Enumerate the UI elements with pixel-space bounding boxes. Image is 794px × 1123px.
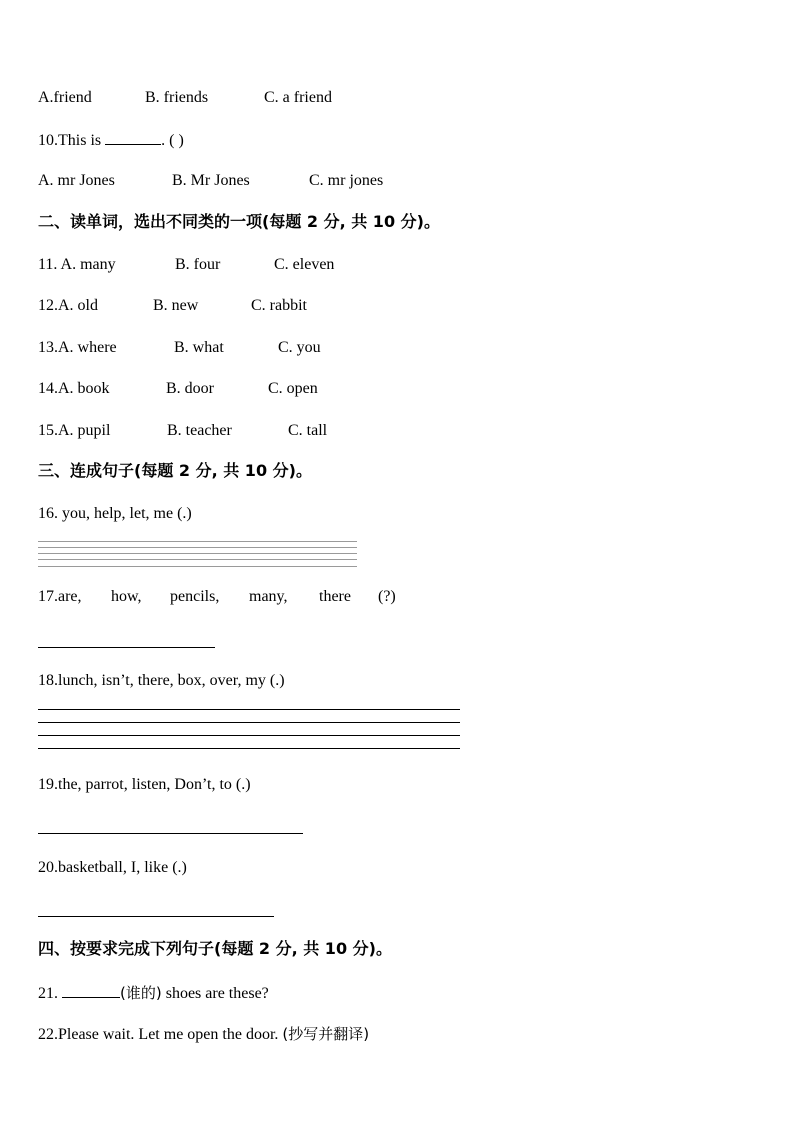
q21-rest: shoes are these? [161,985,269,1002]
q20-prompt: 20.basketball, I, like (.) [38,859,187,876]
q21-answer-blank[interactable] [62,983,120,998]
q12-option-b: B. new [153,297,199,314]
q10-answer-blank[interactable] [105,130,161,145]
q21-hint: (谁的) [120,984,162,1002]
q14-option-c: C. open [268,380,318,397]
q15-option-c: C. tall [288,422,328,439]
q18-writing-line-3[interactable] [38,735,460,736]
q11-option-a: 11. A. many [38,256,116,273]
q10-label: 10.This is [38,132,102,149]
q17-word: pencils, [170,588,220,605]
q10-option-c: C. mr jones [309,172,384,189]
q12-option-a: 12.A. old [38,297,98,314]
q17-answer-line[interactable] [38,647,215,648]
q9-option-b: B. friends [145,89,209,106]
q13-option-b: B. what [174,339,224,356]
q19-answer-line[interactable] [38,833,303,834]
q10-question [38,130,184,151]
q18-writing-line-1[interactable] [38,709,460,710]
q20-answer-line[interactable] [38,916,274,917]
q16-writing-line-4[interactable] [38,559,357,560]
q13-option-a: 13.A. where [38,339,117,356]
q16-writing-line-3[interactable] [38,553,357,554]
q14-option-b: B. door [166,380,214,397]
q18-writing-line-4[interactable] [38,748,460,749]
q17-word: 17.are, [38,588,82,605]
q17-word: many, [249,588,288,605]
q11-option-c: C. eleven [274,256,335,273]
q17-word: (?) [378,588,396,605]
q16-writing-line-1[interactable] [38,541,357,542]
q17-word: how, [111,588,142,605]
q10-option-b: B. Mr Jones [172,172,250,189]
q13-option-c: C. you [278,339,321,356]
q18-writing-line-2[interactable] [38,722,460,723]
q10-paren: . ( ) [161,132,184,149]
q19-prompt: 19.the, parrot, listen, Don’t, to (.) [38,776,251,793]
q18-prompt: 18.lunch, isn’t, there, box, over, my (.) [38,672,285,689]
q9-option-c: C. a friend [264,89,332,106]
q21-question [38,983,269,1004]
q22-text: 22.Please wait. Let me open the door. [38,1026,283,1043]
q17-word: there [319,588,351,605]
section-2-heading: 二、读单词，选出不同类的一项(每题 2 分, 共 10 分)。 [38,212,440,231]
q16-prompt: 16. you, help, let, me (.) [38,505,192,522]
q15-option-b: B. teacher [167,422,232,439]
q22-hint: (抄写并翻译) [282,1025,370,1043]
q21-number: 21. [38,985,58,1002]
q14-option-a: 14.A. book [38,380,110,397]
section-3-heading: 三、连成句子(每题 2 分, 共 10 分)。 [38,461,312,480]
q9-option-a: A.friend [38,89,92,106]
q22-question [38,1024,369,1045]
q16-writing-line-2[interactable] [38,547,357,548]
q11-option-b: B. four [175,256,221,273]
q12-option-c: C. rabbit [251,297,307,314]
q16-writing-line-5[interactable] [38,566,357,567]
q15-option-a: 15.A. pupil [38,422,111,439]
section-4-heading: 四、按要求完成下列句子(每题 2 分, 共 10 分)。 [38,939,392,958]
q10-option-a: A. mr Jones [38,172,115,189]
